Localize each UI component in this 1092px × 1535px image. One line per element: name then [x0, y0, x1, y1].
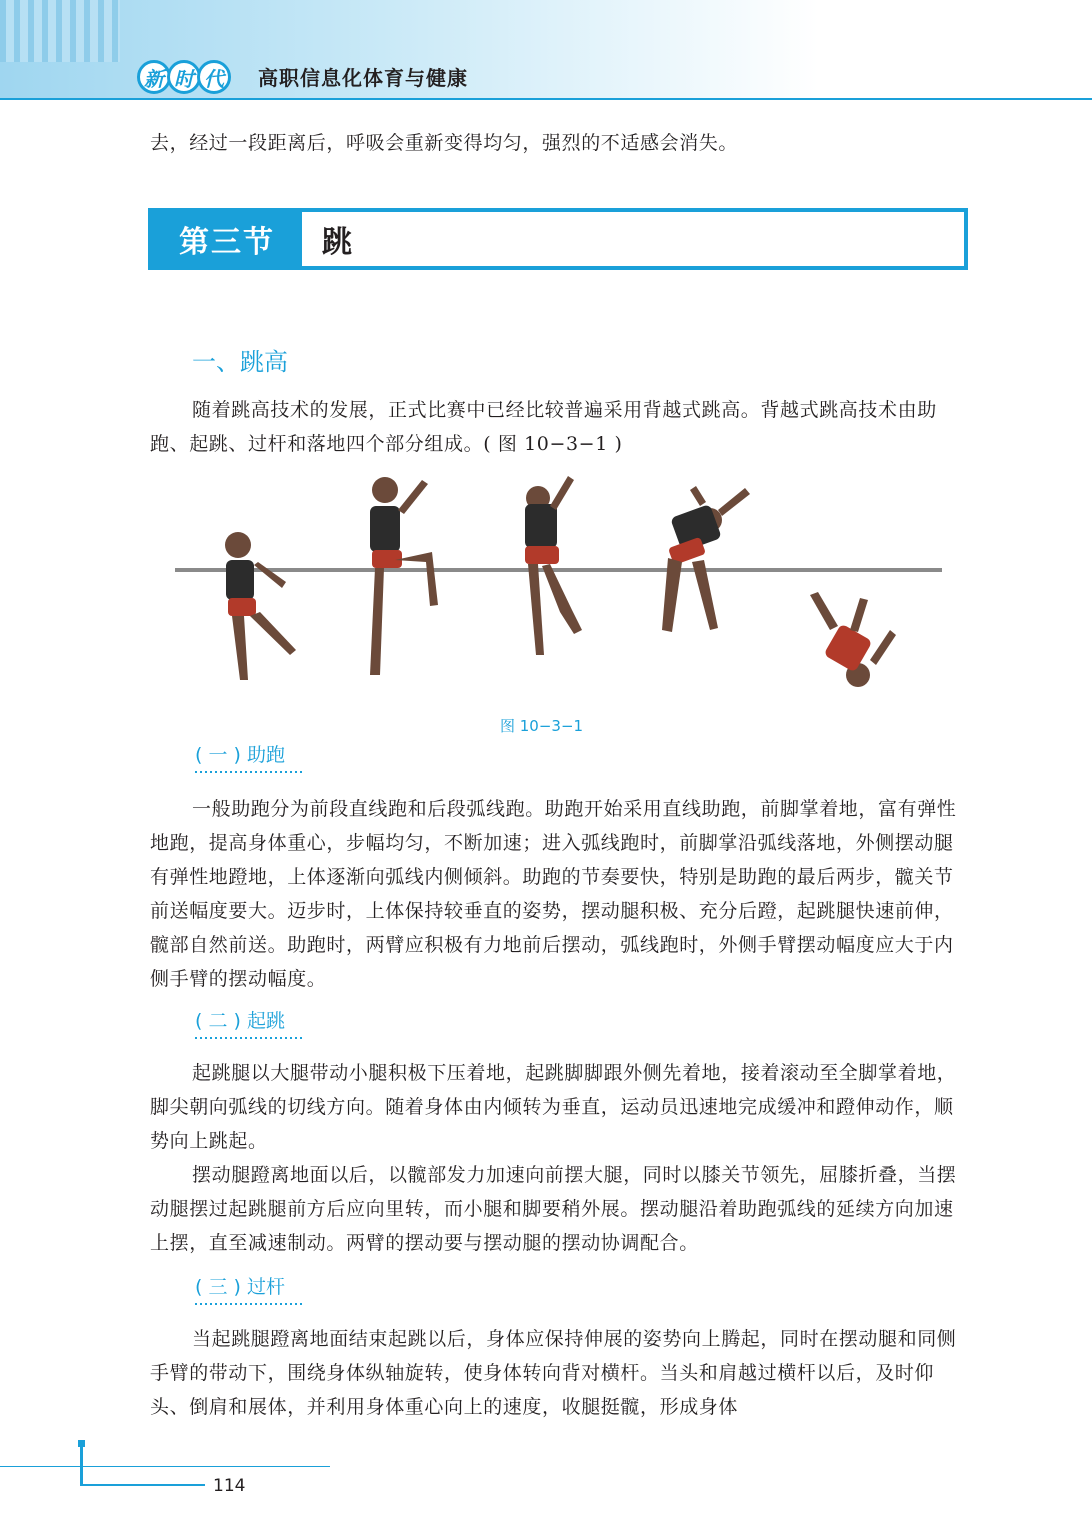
dotted-underline	[195, 1037, 303, 1039]
intro-paragraph: 随着跳高技术的发展，正式比赛中已经比较普遍采用背越式跳高。背越式跳高技术由助跑、起跳、过杆和落地四个部分组成。( 图 10−3−1 )	[150, 399, 937, 455]
continued-paragraph: 去，经过一段距离后，呼吸会重新变得均匀，强烈的不适感会消失。	[150, 132, 739, 154]
bar-clearance-paragraph: 当起跳腿蹬离地面结束起跳以后，身体应保持伸展的姿势向上腾起，同时在摆动腿和同侧手臂的带动下，围绕身体纵轴旋转，使身体转向背对横杆。当头和肩越过横杆以后，及时仰头、倒肩和展体，并利用身体重心向上的速度，收腿挺髋，形成身体	[150, 1328, 957, 1418]
subsection-title-text: ( 二 ) 起跳	[195, 1010, 285, 1032]
takeoff-paragraph-1: 起跳腿以大腿带动小腿积极下压着地，起跳脚脚跟外侧先着地，接着滚动至全脚掌着地，脚尖朝向弧线的切线方向。随着身体由内倾转为垂直，运动员迅速地完成缓冲和蹬伸动作，顺势向上跳起。	[150, 1062, 957, 1152]
takeoff-paragraph-2: 摆动腿蹬离地面以后，以髋部发力加速向前摆大腿，同时以膝关节领先，屈膝折叠，当摆动腿摆过起跳腿前方后应向里转，而小腿和脚要稍外展。摆动腿沿着助跑弧线的延续方向加速上摆，直至减速制动。两臂的摆动要与摆动腿的摆动协调配合。	[150, 1164, 957, 1254]
section-label: 第三节	[152, 212, 302, 266]
high-jump-sequence-figure	[170, 470, 950, 710]
footer-rule	[0, 1466, 330, 1467]
logo-char: 新	[137, 60, 171, 94]
subsection-title-takeoff	[195, 1006, 285, 1039]
jumper-phase-3	[525, 476, 582, 655]
topic-heading: 一、跳高	[192, 348, 288, 376]
section-header	[148, 208, 968, 270]
dotted-underline	[195, 1303, 303, 1305]
section-title: 跳	[322, 225, 352, 260]
jumper-phase-5	[810, 592, 896, 687]
subsection-title-text: ( 三 ) 过杆	[195, 1276, 285, 1298]
subsection-title-bar-clearance	[195, 1272, 285, 1305]
logo-char: 代	[197, 60, 231, 94]
header-rule	[0, 98, 1092, 100]
book-title: 高职信息化体育与健康	[258, 66, 468, 90]
dotted-underline	[195, 771, 303, 773]
footer-rule	[80, 1484, 205, 1486]
figure-caption: 图 10−3−1	[500, 717, 584, 735]
jumper-phase-1	[225, 532, 296, 680]
jumper-phase-2	[370, 477, 438, 675]
header-stripes	[0, 0, 120, 62]
subsection-title-approach	[195, 740, 285, 773]
jumper-phase-4	[662, 486, 750, 632]
subsection-title-text: ( 一 ) 助跑	[195, 744, 285, 766]
logo-char: 时	[167, 60, 201, 94]
series-logo	[137, 57, 227, 97]
page-number: 114	[213, 1476, 246, 1496]
approach-paragraph: 一般助跑分为前段直线跑和后段弧线跑。助跑开始采用直线助跑，前脚掌着地，富有弹性地跑，提高身体重心，步幅均匀，不断加速；进入弧线跑时，前脚掌沿弧线落地，外侧摆动腿有弹性地蹬地，上体逐渐向弧线内侧倾斜。助跑的节奏要快，特别是助跑的最后两步，髋关节前送幅度要大。迈步时，上体保持较垂直的姿势，摆动腿积极、充分后蹬，起跳腿快速前伸，髋部自然前送。助跑时，两臂应积极有力地前后摆动，弧线跑时，外侧手臂摆动幅度应大于内侧手臂的摆动幅度。	[150, 798, 957, 990]
